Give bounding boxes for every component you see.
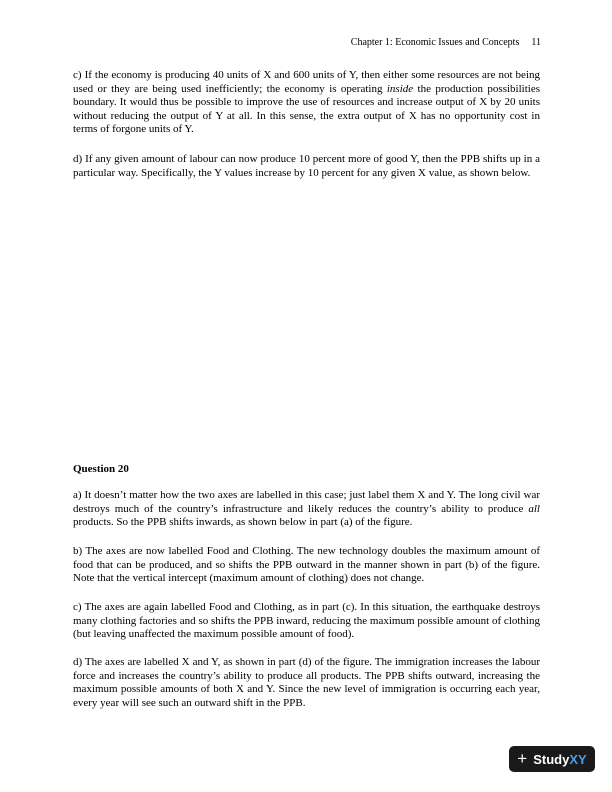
emphasis-all: all — [528, 502, 540, 515]
logo-text: StudyXY — [533, 751, 587, 767]
page-number: 11 — [531, 37, 541, 48]
text-run: c) If the economy is producing 40 units of X and 600 units of Y, then either some resources are not being used or they are being used inefficiently; the economy is operating — [73, 69, 540, 95]
paragraph-q20-c-text: c) The axes are again labelled Food and Clothing, as in part (c). In this situation, the earthquake destroys many clothing factories and so shifts the PPB inward, reducing the maximum possible amount of clothing (but leaving unaffected the maximum possible amount of food). — [73, 601, 540, 641]
studyxy-logo[interactable] — [509, 746, 595, 772]
paragraph-q20-c — [73, 601, 540, 642]
paragraph-q20-b-text: b) The axes are now labelled Food and Clothing. The new technology doubles the maximum amount of food that can be produced, and so shifts the PPB outward in the manner shown in part (b) of the figure. Note that the vertical intercept (maximum amount of clothing) does not change. — [73, 545, 540, 585]
text-run: products. So the PPB shifts inwards, as shown below in part (a) of the figure. — [73, 516, 413, 529]
plus-icon: + — [517, 749, 528, 768]
paragraph-c — [73, 69, 540, 137]
paragraph-q20-d — [73, 656, 540, 710]
paragraph-d — [73, 153, 540, 180]
emphasis-inside: inside — [386, 82, 414, 95]
paragraph-q20-a — [73, 489, 540, 530]
paragraph-q20-b — [73, 545, 540, 586]
question-heading: Question 20 — [73, 463, 129, 475]
running-header — [351, 37, 541, 49]
paragraph-q20-d-text: d) The axes are labelled X and Y, as shown in part (d) of the figure. The immigration increases the labour force and increases the country’s ability to produce all products. The PPB shifts outward, increasing the maximum possible amounts of both X and Y. Since the new level of immigration is occurring each year, every year will see such an outward shift in the PPB. — [73, 656, 540, 709]
text-run: the production possibilities boundary. It would thus be possible to improve the use of resources and increase output of X by 20 units without reducing the output of Y at all. In this sense, the extra output of X has no opportunity cost in terms of forgone units of Y. — [73, 82, 540, 136]
text-run: a) It doesn’t matter how the two axes are labelled in this case; just label them X and Y. The long civil war destroys much of the country’s infrastructure and likely reduces the country’s ability to produce — [73, 489, 540, 515]
paragraph-d-text: d) If any given amount of labour can now produce 10 percent more of good Y, then the PPB shifts up in a particular way. Specifically, the Y values increase by 10 percent for any given X value, as shown below. — [73, 153, 540, 179]
chapter-title: Chapter 1: Economic Issues and Concepts — [350, 37, 520, 48]
